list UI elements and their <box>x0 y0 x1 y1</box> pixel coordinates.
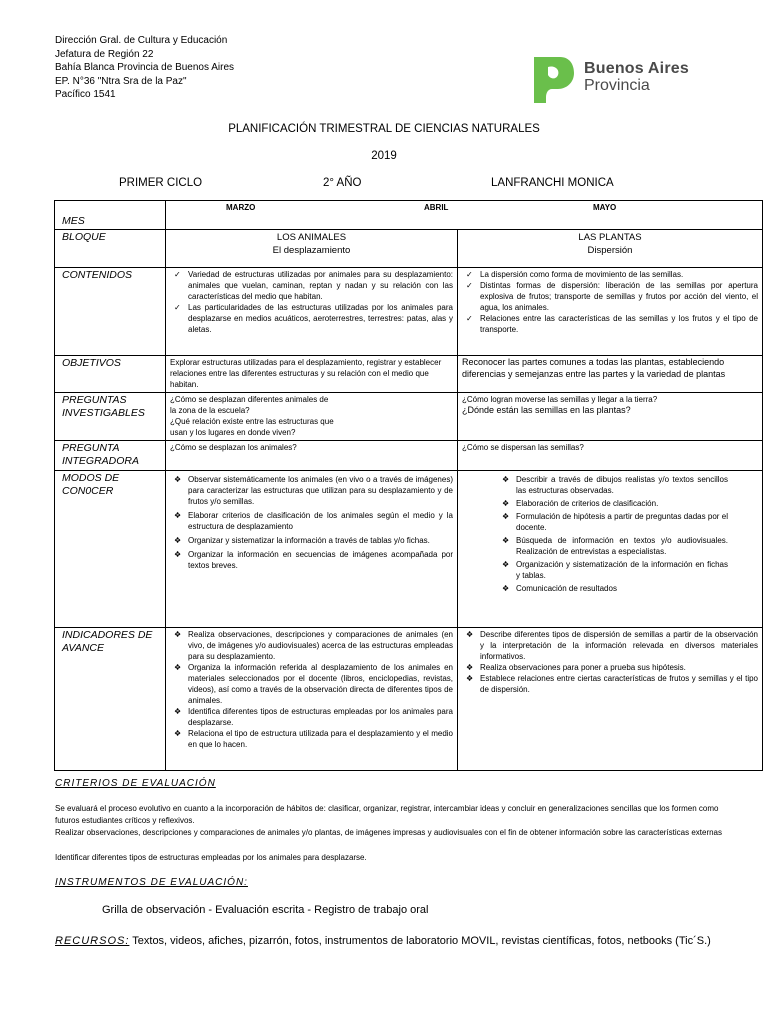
document-year: 2019 <box>371 150 397 162</box>
modos-animales <box>166 471 458 628</box>
list-item: ❖ Comunicación de resultados <box>502 584 617 593</box>
row-label-objetivos: OBJETIVOS <box>55 356 166 393</box>
criterios-heading: CRITERIOS DE EVALUACIÓN <box>55 778 216 789</box>
diamond-bullet-icon: ❖ <box>502 475 510 484</box>
list-item: ❖ Realiza observaciones para poner a prueba sus hipótesis. <box>466 663 686 672</box>
teacher-name: LANFRANCHI MONICA <box>491 177 614 189</box>
months-cell <box>166 201 763 230</box>
month-abril: ABRIL <box>424 203 449 212</box>
logo-line-1: Buenos Aires <box>584 60 689 77</box>
row-label-contenidos: CONTENIDOS <box>55 268 166 356</box>
diamond-bullet-icon: ❖ <box>466 674 474 683</box>
diamond-bullet-icon: ❖ <box>174 536 182 545</box>
province-logo-icon <box>530 55 574 105</box>
list-item: ❖ Elaboración de criterios de clasificación. <box>502 499 659 508</box>
diamond-bullet-icon: ❖ <box>174 511 182 520</box>
table-row <box>55 201 763 230</box>
ciclo-label: PRIMER CICLO <box>119 177 203 189</box>
list-item: ❖ Organizar la información en secuencias de imágenes acompañada por textos breves. <box>174 550 453 570</box>
diamond-bullet-icon: ❖ <box>174 729 182 738</box>
checkmark-icon: ✓ <box>466 270 473 279</box>
bloque-subtitle: El desplazamiento <box>272 245 351 256</box>
indicadores-animales <box>166 628 458 771</box>
bloque-title: LAS PLANTAS <box>578 232 642 243</box>
bloque-subtitle: Dispersión <box>587 245 633 256</box>
list-item: ✓ Distintas formas de dispersión: liberación de las semillas por apertura explosiva de frutos; transporte de semillas y frutos por acción del viento, el agua, los animales. <box>466 281 758 312</box>
criterios-p1: Se evaluará el proceso evolutivo en cuanto a la incorporación de hábitos de: clasificar, organizar, registrar, intercambiar ideas y concluir en generalizaciones sencillas que los formen como futuros estudiantes críticos y reflexivos. <box>55 804 719 825</box>
list-item: ❖ Relaciona el tipo de estructura utilizada para el desplazamiento y el medio en que lo hacen. <box>174 729 453 749</box>
row-label-indicadores: INDICADORES DE AVANCE <box>55 628 166 771</box>
header-line: EP. N°36 "Ntra Sra de la Paz" <box>55 75 187 87</box>
bloque-animales <box>166 230 458 268</box>
list-item: ❖ Establece relaciones entre ciertas características de frutos y semillas y el tipo de dispersión. <box>466 674 758 694</box>
integradora-animales: ¿Cómo se desplazan los animales? <box>166 441 458 471</box>
preguntas-animales: ¿Cómo se desplazan diferentes animales de la zona de la escuela? ¿Qué relación existe entre las estructuras que usan y los lugares en donde viven? <box>166 393 458 441</box>
recursos-paragraph <box>55 932 735 950</box>
criterios-p3: Identificar diferentes tipos de estructuras empleadas por los animales para desplazarse. <box>55 853 367 862</box>
header-line: Bahía Blanca Provincia de Buenos Aires <box>55 62 234 74</box>
buenos-aires-logo <box>530 55 720 105</box>
list-item: ❖ Búsqueda de información en textos y/o audiovisuales. Realización de entrevistas a especialistas. <box>502 536 728 556</box>
diamond-bullet-icon: ❖ <box>174 550 182 559</box>
list-item: ❖ Describir a través de dibujos realistas y/o textos sencillos las estructuras observadas. <box>502 475 728 495</box>
list-item: ❖ Formulación de hipótesis a partir de preguntas dadas por el docente. <box>502 512 728 532</box>
grado-label: 2° AÑO <box>323 177 362 189</box>
list-item: ❖ Describe diferentes tipos de dispersión de semillas a partir de la observación y la interpretación de la información relevada en diversos materiales informativos. <box>466 630 758 661</box>
list-item: ✓ La dispersión como forma de movimiento de las semillas. <box>466 270 684 279</box>
recursos-heading: RECURSOS: <box>55 935 130 947</box>
objetivos-plantas: Reconocer las partes comunes a todas las plantas, estableciendo diferencias y semejanzas entre las partes y la variedad de plantas <box>458 356 763 393</box>
criterios-p2: Realizar observaciones, descripciones y comparaciones de animales y/o plantas, de imágenes impresas y audiovisuales con el fin de obtener información sobre las características externas <box>55 828 723 837</box>
table-row <box>55 441 763 471</box>
contenidos-plantas <box>458 268 763 356</box>
row-label-integradora: PREGUNTA INTEGRADORA <box>55 441 166 471</box>
checkmark-icon: ✓ <box>174 303 181 312</box>
diamond-bullet-icon: ❖ <box>502 560 510 569</box>
row-label-modos: MODOS DE CON0CER <box>55 471 166 628</box>
list-item: ✓ Variedad de estructuras utilizadas por animales para su desplazamiento: animales que vuelan, caminan, reptan y nadan y su relación con las características del medio que habitan. <box>174 270 453 301</box>
indicadores-plantas <box>458 628 763 771</box>
integradora-plantas: ¿Cómo se dispersan las semillas? <box>458 441 763 471</box>
instrumentos-text: Grilla de observación - Evaluación escrita - Registro de trabajo oral <box>102 904 429 916</box>
diamond-bullet-icon: ❖ <box>174 663 182 672</box>
diamond-bullet-icon: ❖ <box>174 707 182 716</box>
list-item: ❖ Realiza observaciones, descripciones y comparaciones de animales (en vivo, de imágenes y/o audiovisuales) acerca de las estructuras empleadas para su desplazamiento. <box>174 630 453 661</box>
table-row <box>55 628 763 771</box>
contenidos-animales <box>166 268 458 356</box>
list-item: ✓ Las particularidades de las estructuras utilizadas por los animales para desplazarse en medios acuáticos, aeroterrestres, terrestres: patas, alas y aletas. <box>174 303 453 334</box>
table-row <box>55 471 763 628</box>
instrumentos-heading: INSTRUMENTOS DE EVALUACIÓN: <box>55 877 248 888</box>
list-item: ❖ Observar sistemáticamente los animales (en vivo o a través de imágenes) para caracterizar las estructuras que utilizan para su desplazamiento y de frutos y/o semillas. <box>174 475 453 506</box>
list-item: ❖ Organización y sistematización de la información en fichas y tablas. <box>502 560 728 580</box>
preguntas-plantas: ¿Cómo logran moverse las semillas y llegar a la tierra? ¿Dónde están las semillas en las plantas? <box>458 393 763 441</box>
diamond-bullet-icon: ❖ <box>174 630 182 639</box>
diamond-bullet-icon: ❖ <box>174 475 182 484</box>
header-line: Dirección Gral. de Cultura y Educación <box>55 35 228 46</box>
diamond-bullet-icon: ❖ <box>466 663 474 672</box>
recursos-text: Textos, videos, afiches, pizarrón, fotos, instrumentos de laboratorio MOVIL, revistas científicas, fotos, netbooks (Tic´S.) <box>129 935 711 947</box>
table-row <box>55 230 763 268</box>
list-item: ❖ Elaborar criterios de clasificación de los animales según el medio y la estructura de desplazamiento <box>174 511 453 531</box>
list-item: ✓ Relaciones entre las características de las semillas y los frutos y el tipo de transporte. <box>466 314 758 334</box>
row-label-preguntas: PREGUNTAS INVESTIGABLES <box>55 393 166 441</box>
diamond-bullet-icon: ❖ <box>466 630 474 639</box>
logo-line-2: Provincia <box>584 77 650 94</box>
header-line: Pacífico 1541 <box>55 89 116 101</box>
table-row <box>55 356 763 393</box>
diamond-bullet-icon: ❖ <box>502 536 510 545</box>
checkmark-icon: ✓ <box>174 270 181 279</box>
planning-table <box>54 200 763 771</box>
objetivos-animales: Explorar estructuras utilizadas para el desplazamiento, registrar y establecer relaciones entre las diferentes estructuras y su relación con el medio que habitan. <box>166 356 458 393</box>
row-label-mes: MES <box>55 201 166 230</box>
header-line: Jefatura de Región 22 <box>55 48 154 60</box>
institution-header <box>55 34 234 102</box>
diamond-bullet-icon: ❖ <box>502 499 510 508</box>
bloque-plantas <box>458 230 763 268</box>
diamond-bullet-icon: ❖ <box>502 512 510 521</box>
month-mayo: MAYO <box>593 203 617 212</box>
modos-plantas <box>458 471 763 628</box>
list-item: ❖ Organiza la información referida al desplazamiento de los animales en materiales seleccionados por el docente (libros, enciclopedias, revistas, videos), así como a través de la observación directa de diferentes tipos de animales. <box>174 663 453 705</box>
table-row <box>55 268 763 356</box>
list-item: ❖ Organizar y sistematizar la información a través de tablas y/o fichas. <box>174 536 430 545</box>
document-title: PLANIFICACIÓN TRIMESTRAL DE CIENCIAS NATURALES <box>228 123 540 135</box>
table-row <box>55 393 763 441</box>
checkmark-icon: ✓ <box>466 314 473 323</box>
checkmark-icon: ✓ <box>466 281 473 290</box>
row-label-bloque: BLOQUE <box>55 230 166 268</box>
diamond-bullet-icon: ❖ <box>502 584 510 593</box>
month-marzo: MARZO <box>226 203 256 212</box>
list-item: ❖ Identifica diferentes tipos de estructuras empleadas por los animales para desplazarse. <box>174 707 453 727</box>
bloque-title: LOS ANIMALES <box>276 232 347 243</box>
